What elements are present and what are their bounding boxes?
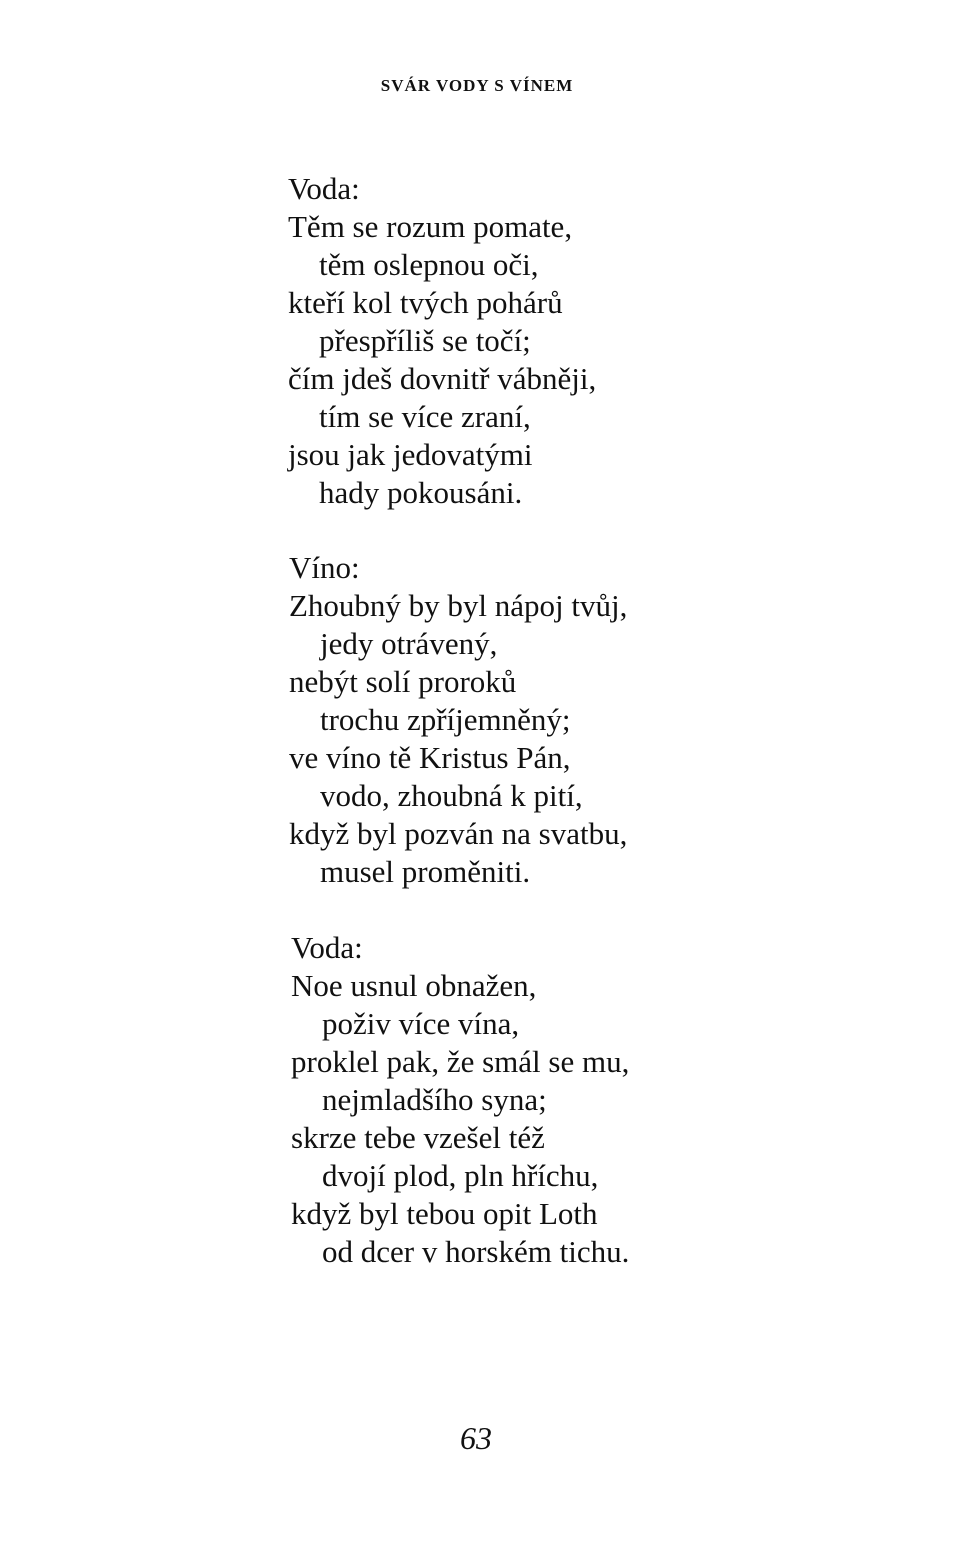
verse-line: jedy otrávený,: [320, 626, 498, 661]
speaker-label: Víno:: [289, 550, 360, 585]
verse-line: Noe usnul obnažen,: [291, 968, 537, 1003]
verse-line: když byl pozván na svatbu,: [289, 816, 628, 851]
verse-line: nejmladšího syna;: [322, 1082, 547, 1117]
verse-line: vodo, zhoubná k pití,: [320, 778, 583, 813]
verse-line: Těm se rozum pomate,: [288, 209, 573, 244]
stanza-vino: [289, 549, 849, 891]
verse-line: dvojí plod, pln hříchu,: [322, 1158, 599, 1193]
verse-line: jsou jak jedovatými: [288, 437, 533, 472]
verse-line: od dcer v horském tichu.: [322, 1234, 630, 1269]
verse-line: nebýt solí proroků: [289, 664, 517, 699]
verse-line: těm oslepnou oči,: [319, 247, 539, 282]
verse-line: proklel pak, že smál se mu,: [291, 1044, 630, 1079]
verse-line: musel proměniti.: [320, 854, 531, 889]
verse-line: čím jdeš dovnitř vábněji,: [288, 361, 597, 396]
verse-line: přespříliš se točí;: [319, 323, 531, 358]
verse-line: kteří kol tvých pohárů: [288, 285, 563, 320]
running-title: [0, 76, 960, 96]
verse-line: když byl tebou opit Loth: [291, 1196, 598, 1231]
page-number: [0, 1420, 960, 1457]
speaker-label: Voda:: [291, 930, 363, 965]
page-number-text: 63: [460, 1420, 492, 1456]
verse-line: Zhoubný by byl nápoj tvůj,: [289, 588, 628, 623]
stanza-voda-1: [288, 170, 848, 512]
verse-line: trochu zpříjemněný;: [320, 702, 571, 737]
verse-line: ve víno tě Kristus Pán,: [289, 740, 571, 775]
verse-line: tím se více zraní,: [319, 399, 531, 434]
speaker-label: Voda:: [288, 171, 360, 206]
stanza-voda-2: [291, 929, 851, 1271]
verse-line: skrze tebe vzešel též: [291, 1120, 545, 1155]
verse-line: hady pokousáni.: [319, 475, 523, 510]
running-title-text: SVÁR VODY S VÍNEM: [380, 76, 574, 95]
verse-line: poživ více vína,: [322, 1006, 520, 1041]
